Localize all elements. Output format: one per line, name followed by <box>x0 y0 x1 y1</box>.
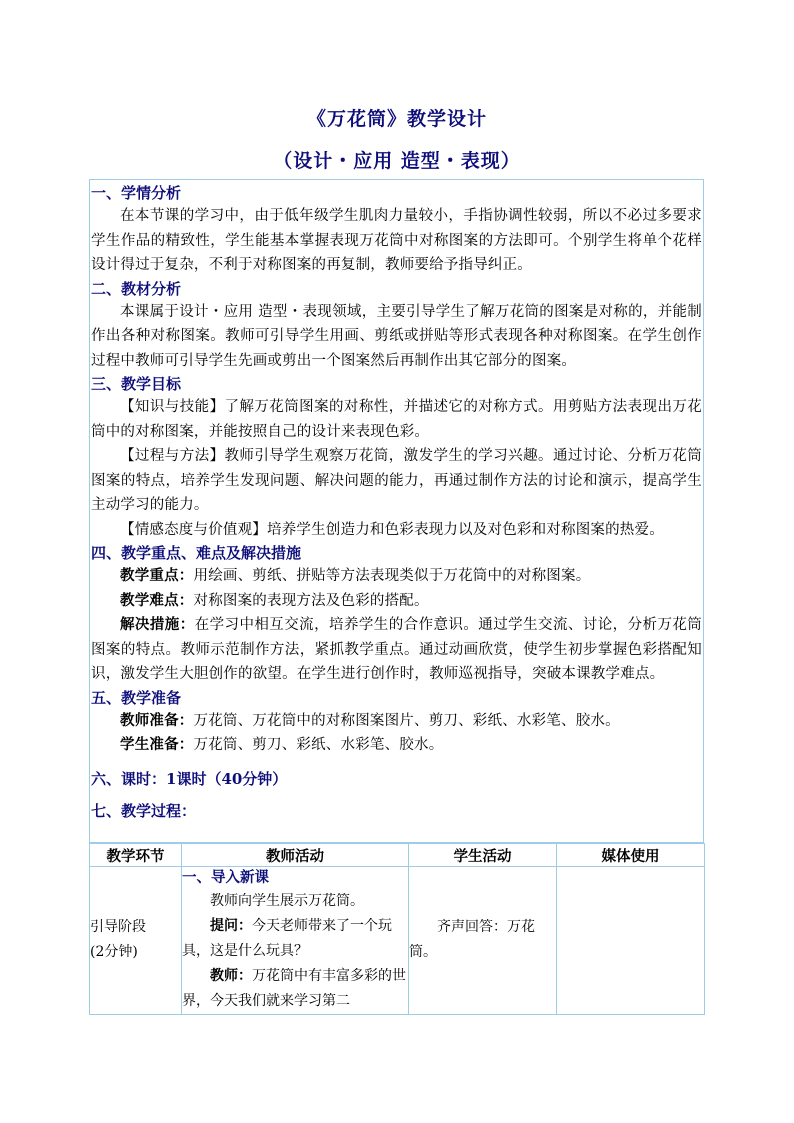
objective-attitude-text: 【情感态度与价值观】培养学生创造力和色彩表现力以及对色彩和对称图案的热爱。 <box>120 521 664 538</box>
question-label: 提问： <box>210 918 252 934</box>
student-answer-text: 齐声回答：万花筒。 <box>409 919 535 960</box>
page-subtitle: （设计・应用 造型・表现） <box>273 150 521 172</box>
measures-text: 在学习中相互交流，培养学生的合作意识。通过学生交流、讨论，分析万花筒图案的特点。教师示范制作方法，紧抓教学重点。通过动画欣赏，使学生初步掌握色彩搭配知识，激发学生大胆创作的欲望。在学生进行创作时，教师巡视指导，突破本课教学难点。 <box>91 617 703 682</box>
teacher-activity-cell <box>182 867 409 1015</box>
objective-knowledge-text: 【知识与技能】了解万花筒图案的对称性，并描述它的对称方式。用剪贴方法表现出万花筒中的对称图案，并能按照自己的设计来表现色彩。 <box>91 399 702 440</box>
teaching-process-table <box>89 843 705 1015</box>
table-header-row <box>90 844 705 867</box>
student-prep-paragraph <box>91 733 702 758</box>
section-heading-learner-analysis: 一、学情分析 <box>91 184 182 202</box>
stage-time: (2分钟) <box>90 944 138 960</box>
section-heading-key-points: 四、教学重点、难点及解决措施 <box>91 544 302 562</box>
intro-heading: 一、导入新课 <box>182 869 269 886</box>
teacher-speech-paragraph <box>182 964 408 1014</box>
teacher-show-text: 教师向学生展示万花筒。 <box>210 893 364 909</box>
section-heading-objectives: 三、教学目标 <box>91 375 182 393</box>
media-cell <box>557 867 705 1015</box>
key-point-label: 教学重点： <box>120 567 194 584</box>
teacher-speech-text: 万花筒中有丰富多彩的世界，今天我们就来学习第二 <box>182 968 406 1009</box>
teacher-prep-paragraph <box>91 709 702 734</box>
page-title: 《万花筒》教学设计 <box>306 108 487 130</box>
header-media: 媒体使用 <box>557 844 705 867</box>
difficulty-label: 教学难点： <box>120 591 194 609</box>
student-prep-text: 万花筒、剪刀、彩纸、水彩笔、胶水。 <box>193 737 444 753</box>
key-point-text: 用绘画、剪纸、拼贴等方法表现类似于万花筒中的对称图案。 <box>193 568 591 584</box>
student-prep-label: 学生准备： <box>120 736 194 753</box>
section-heading-process: 七、教学过程： <box>91 801 197 820</box>
teacher-prep-text: 万花筒、万花筒中的对称图案图片、剪刀、彩纸、水彩笔、胶水。 <box>193 712 620 729</box>
stage-name: 引导阶段 <box>90 919 146 935</box>
header-student-activity: 学生活动 <box>409 844 557 867</box>
material-analysis-text: 本课属于设计・应用 造型・表现领域，主要引导学生了解万花筒的图案是对称的，并能制作出各种对称图案。教师可引导学生用画、剪纸或拼贴等形式表现各种对称图案。在学生创作过程中教师可引导学生先画或剪出一个图案然后再制作出其它部分的图案。 <box>91 303 702 369</box>
header-teacher-activity: 教师活动 <box>182 844 409 867</box>
lesson-plan-box <box>89 179 704 843</box>
measures-paragraph <box>91 613 702 687</box>
header-stage: 教学环节 <box>90 844 182 867</box>
measures-label: 解决措施： <box>120 616 195 633</box>
objective-process-text: 【过程与方法】教师引导学生观察万花筒，激发学生的学习兴趣。通过讨论、分析万花筒图案的特点，培养学生发现问题、解决问题的能力，再通过制作方法的讨论和演示，提高学生主动学习的能力。 <box>91 448 702 513</box>
difficulty-paragraph <box>91 589 702 614</box>
section-heading-class-hours: 六、课时：1课时（40分钟） <box>91 769 288 788</box>
stage-cell <box>90 867 182 1015</box>
section-heading-material-analysis: 二、教材分析 <box>91 279 182 298</box>
difficulty-text: 对称图案的表现方法及色彩的搭配。 <box>193 592 429 609</box>
teacher-label: 教师： <box>210 968 252 984</box>
teacher-prep-label: 教师准备： <box>120 711 194 729</box>
teacher-question-paragraph <box>182 914 408 964</box>
section-heading-preparation: 五、教学准备 <box>91 688 182 707</box>
question-text: 今天老师带来了一个玩具，这是什么玩具？ <box>182 918 392 959</box>
learner-analysis-text: 在本节课的学习中，由于低年级学生肌肉力量较小，手指协调性较弱，所以不必过多要求学生作品的精致性，学生能基本掌握表现万花筒中对称图案的方法即可。个别学生将单个花样设计得过于复杂，不利于对称图案的再复制，教师要给予指导纠正。 <box>91 208 702 273</box>
table-row <box>90 867 705 1015</box>
student-activity-cell <box>409 867 557 1015</box>
key-point-paragraph <box>91 564 702 589</box>
